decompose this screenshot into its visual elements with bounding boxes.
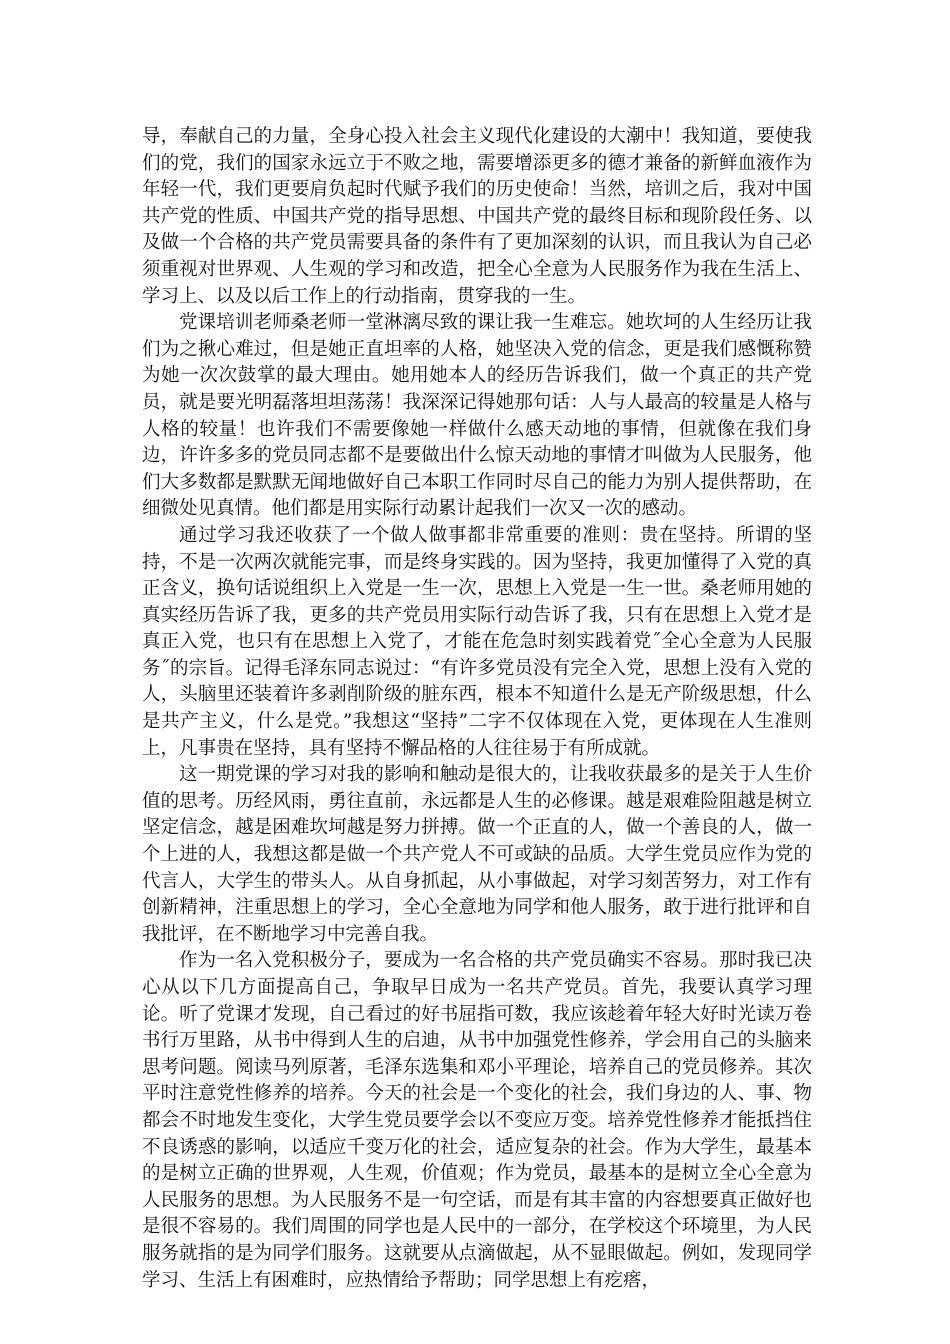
paragraph-teacher-lesson: 党课培训老师桑老师一堂淋漓尽致的课让我一生难忘。她坎坷的人生经历让我们为之揪心难过，但是她正直坦率的人格，她坚决入党的信念，更是我们感慨称赞为她一次次鼓掌的最大理由。她用她本人的经历告诉我们，做一个真正的共产党员，就是要光明磊落坦坦荡荡！我深深记得她那句话：人与人最高的较量是人格与人格的较量！也许我们不需要像她一样做什么感天动地的事情，但就像在我们身边，许许多多的党员同志都不是要做出什么惊天动地的事情才叫做为人民服务，他们大多数都是默默无闻地做好自己本职工作同时尽自己的能力为别人提供帮助，在细微处见真情。他们都是用实际行动累计起我们一次又一次的感动。 <box>142 312 812 520</box>
paragraph-persistence: 通过学习我还收获了一个做人做事都非常重要的准则：贵在坚持。所谓的坚持，不是一次两次就能完事，而是终身实践的。因为坚持，我更加懂得了入党的真正含义，换句话说组织上入党是一生一次，思想上入党是一生一世。桑老师用她的真实经历告诉了我，更多的共产党员用实际行动告诉了我，只有在思想上入党才是真正入党，也只有在思想上入党了，才能在危急时刻实践着党˝全心全意为人民服务˝的宗旨。记得毛泽东同志说过：“有许多党员没有完全入党，思想上没有入党的人，头脑里还装着许多剥削阶级的脏东西，根本不知道什么是无产阶级思想，什么是共产主义，什么是党。”我想这“坚持”二字不仅体现在入党，更体现在人生准则上，凡事贵在坚持，具有坚持不懈品格的人往往易于有所成就。 <box>142 524 812 759</box>
paragraph-self-improvement: 作为一名入党积极分子，要成为一名合格的共产党员确实不容易。那时我已决心从以下几方面提高自己，争取早日成为一名共产党员。首先，我要认真学习理论。听了党课才发现，自己看过的好书屈指可数，我应该趁着年轻大好时光读万卷书行万里路，从书中得到人生的启迪，从书中加强党性修养，学会用自己的头脑来思考问题。阅读马列原著，毛泽东选集和邓小平理论，培养自己的党员修养。其次平时注意党性修养的培养。今天的社会是一个变化的社会，我们身边的人、事、物都会不时地发生变化，大学生党员要学会以不变应万变。培养党性修养才能抵挡住不良诱惑的影响，以适应千变万化的社会，适应复杂的社会。作为大学生，最基本的是树立正确的世界观，人生观，价值观；作为党员，最基本的是树立全心全意为人民服务的思想。为人民服务不是一句空话，而是有其丰富的内容想要真正做好也是很不容易的。我们周围的同学也是人民中的一部分，在学校这个环境里，为人民服务就指的是为同学们服务。这就要从点滴做起，从不显眼做起。例如，发现同学学习、生活上有困难时，应热情给予帮助；同学思想上有疙瘩， <box>142 950 812 1291</box>
document-page <box>142 124 812 1294</box>
paragraph-continued: 导，奉献自己的力量，全身心投入社会主义现代化建设的大潮中！我知道，要使我们的党，我们的国家永远立于不败之地，需要增添更多的德才兼备的新鲜血液作为年轻一代，我们更要肩负起时代赋予我们的历史使命！当然，培训之后，我对中国共产党的性质、中国共产党的指导思想、中国共产党的最终目标和现阶段任务、以及做一个合格的共产党员需要具备的条件有了更加深刻的认识，而且我认为自己必须重视对世界观、人生观的学习和改造，把全心全意为人民服务作为我在生活上、学习上、以及以后工作上的行动指南，贯穿我的一生。 <box>142 126 812 307</box>
paragraph-life-value: 这一期党课的学习对我的影响和触动是很大的，让我收获最多的是关于人生价值的思考。历经风雨，勇往直前，永远都是人生的必修课。越是艰难险阻越是树立坚定信念，越是困难坎坷越是努力拼搏。做一个正直的人，做一个善良的人，做一个上进的人，我想这都是做一个共产党人不可或缺的品质。大学生党员应作为党的代言人，大学生的带头人。从自身抓起，从小事做起，对学习刻苦努力，对工作有创新精神，注重思想上的学习，全心全意地为同学和他人服务，敢于进行批评和自我批评，在不断地学习中完善自我。 <box>142 764 812 945</box>
